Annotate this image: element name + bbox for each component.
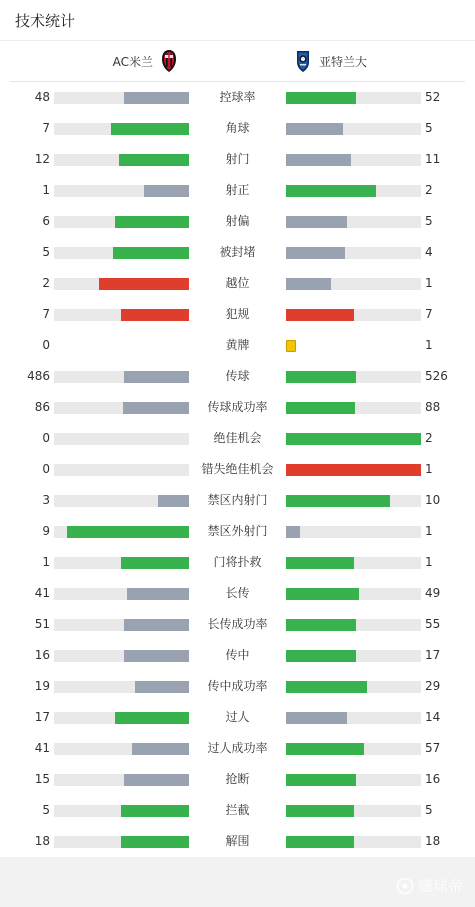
stat-label: 门将扑救 [213, 555, 262, 569]
away-bar-fill [286, 588, 359, 600]
stat-label: 越位 [225, 276, 250, 290]
home-bar-track [54, 774, 189, 786]
away-bar-fill [286, 619, 356, 631]
stat-label: 拦截 [225, 803, 250, 817]
home-bar-fill [124, 92, 189, 104]
home-bar-track [54, 402, 189, 414]
stat-row [0, 702, 475, 733]
away-bar-fill [286, 464, 421, 476]
home-bar-fill [158, 495, 189, 507]
home-bar-fill [127, 588, 189, 600]
home-bar-fill [121, 836, 189, 848]
stat-row [0, 361, 475, 392]
home-bar-track [54, 185, 189, 197]
home-value: 1 [42, 183, 50, 197]
away-value: 4 [425, 245, 433, 259]
home-bar-fill [115, 712, 189, 724]
stat-row [0, 299, 475, 330]
away-value: 55 [425, 617, 441, 631]
home-bar-track [54, 681, 189, 693]
away-bar-track [286, 588, 421, 600]
stat-row [0, 485, 475, 516]
away-bar-fill [286, 743, 364, 755]
home-bar-track [54, 836, 189, 848]
home-value: 486 [27, 369, 50, 383]
home-bar-track [54, 526, 189, 538]
away-bar-fill [286, 371, 356, 383]
page-title: 技术统计 [15, 11, 76, 30]
away-bar-track [286, 526, 421, 538]
away-bar-fill [286, 433, 421, 445]
away-bar-track [286, 185, 421, 197]
home-value: 5 [42, 803, 50, 817]
home-value: 16 [34, 648, 50, 662]
away-bar-track [286, 402, 421, 414]
home-bar-fill [123, 402, 189, 414]
stat-label: 黄牌 [225, 338, 250, 352]
home-bar-fill [121, 309, 189, 321]
stat-label: 传球 [225, 369, 250, 383]
away-value: 11 [425, 152, 441, 166]
away-bar-fill [286, 650, 356, 662]
stats-list [0, 82, 475, 857]
stat-row [0, 733, 475, 764]
away-bar-track [286, 774, 421, 786]
away-bar-fill [286, 495, 390, 507]
home-bar-fill [132, 743, 189, 755]
away-bar-fill [286, 309, 354, 321]
away-value: 17 [425, 648, 441, 662]
away-value: 10 [425, 493, 441, 507]
stat-row [0, 640, 475, 671]
home-value: 41 [34, 586, 50, 600]
stat-label: 禁区内射门 [207, 493, 268, 507]
home-bar-track [54, 650, 189, 662]
home-bar-track [54, 309, 189, 321]
teams-bar [10, 41, 465, 82]
away-value: 526 [425, 369, 448, 383]
home-bar-fill [119, 154, 189, 166]
stat-row [0, 578, 475, 609]
home-bar-track [54, 433, 189, 445]
away-value: 7 [425, 307, 433, 321]
stat-label: 角球 [225, 121, 250, 135]
stat-row [0, 175, 475, 206]
away-bar-fill [286, 681, 367, 693]
away-value: 1 [425, 462, 433, 476]
stat-row [0, 609, 475, 640]
away-bar-track [286, 433, 421, 445]
away-team[interactable] [295, 41, 367, 81]
home-value: 48 [34, 90, 50, 104]
stat-label: 射正 [225, 183, 250, 197]
away-bar-track [286, 278, 421, 290]
stat-label: 绝佳机会 [213, 431, 262, 445]
away-value: 2 [425, 431, 433, 445]
stat-label: 传中 [225, 648, 250, 662]
home-value: 51 [34, 617, 50, 631]
stat-row [0, 144, 475, 175]
stat-label: 控球率 [219, 90, 256, 104]
home-bar-fill [67, 526, 189, 538]
watermark-text: 懂球帝 [417, 877, 463, 895]
stat-row [0, 82, 475, 113]
away-bar-fill [286, 836, 354, 848]
home-value: 15 [34, 772, 50, 786]
home-value: 0 [42, 338, 50, 352]
watermark [396, 875, 463, 896]
stat-row [0, 671, 475, 702]
home-value: 5 [42, 245, 50, 259]
stat-row [0, 826, 475, 857]
away-bar-fill [286, 247, 345, 259]
away-value: 29 [425, 679, 441, 693]
home-bar-track [54, 278, 189, 290]
ac-milan-crest-icon [161, 49, 177, 73]
home-bar-fill [124, 619, 189, 631]
stat-label: 解围 [225, 834, 250, 848]
home-value: 7 [42, 307, 50, 321]
away-team-name: 亚特兰大 [319, 54, 368, 69]
stat-label: 射门 [225, 152, 250, 166]
home-bar-fill [124, 650, 189, 662]
stat-label: 抢断 [225, 772, 250, 786]
home-bar-track [54, 92, 189, 104]
home-bar-track [54, 619, 189, 631]
home-bar-track [54, 371, 189, 383]
home-bar-fill [121, 557, 189, 569]
away-bar-track [286, 216, 421, 228]
away-bar-track [286, 309, 421, 321]
home-value: 0 [42, 462, 50, 476]
stat-label: 过人成功率 [207, 741, 268, 755]
away-value: 57 [425, 741, 441, 755]
home-bar-fill [111, 123, 189, 135]
away-bar-fill [286, 123, 343, 135]
stat-row [0, 392, 475, 423]
home-bar-track [54, 712, 189, 724]
away-value: 52 [425, 90, 441, 104]
home-bar-track [54, 216, 189, 228]
home-value: 9 [42, 524, 50, 538]
stat-row [0, 547, 475, 578]
stat-label: 错失绝佳机会 [201, 462, 274, 476]
away-bar-fill [286, 712, 347, 724]
home-bar-track [54, 154, 189, 166]
yellow-card-icon [286, 340, 296, 352]
away-bar-track [286, 464, 421, 476]
away-value: 1 [425, 276, 433, 290]
home-bar-fill [144, 185, 189, 197]
away-bar-fill [286, 557, 354, 569]
stat-row [0, 206, 475, 237]
home-bar-track [54, 464, 189, 476]
home-value: 7 [42, 121, 50, 135]
home-team-name: AC米兰 [112, 54, 153, 69]
stat-label: 射偏 [225, 214, 250, 228]
stat-label: 长传成功率 [207, 617, 268, 631]
stat-row [0, 113, 475, 144]
footer [0, 857, 475, 907]
away-value: 49 [425, 586, 441, 600]
home-team[interactable] [113, 41, 177, 81]
home-bar-fill [135, 681, 189, 693]
stat-row [0, 237, 475, 268]
stat-row [0, 795, 475, 826]
away-value: 5 [425, 803, 433, 817]
home-bar-track [54, 557, 189, 569]
away-bar-fill [286, 774, 356, 786]
away-value: 18 [425, 834, 441, 848]
home-value: 41 [34, 741, 50, 755]
away-bar-fill [286, 216, 347, 228]
stat-row [0, 423, 475, 454]
home-bar-track [54, 247, 189, 259]
stat-label: 被封堵 [219, 245, 256, 259]
stat-row [0, 764, 475, 795]
home-value: 3 [42, 493, 50, 507]
stat-row [0, 268, 475, 299]
away-bar-fill [286, 278, 331, 290]
home-value: 2 [42, 276, 50, 290]
home-bar-fill [99, 278, 189, 290]
away-value: 1 [425, 524, 433, 538]
home-value: 19 [34, 679, 50, 693]
stat-label: 传球成功率 [207, 400, 268, 414]
away-value: 1 [425, 555, 433, 569]
home-value: 0 [42, 431, 50, 445]
away-value: 5 [425, 121, 433, 135]
home-bar-fill [121, 805, 189, 817]
away-bar-fill [286, 154, 351, 166]
home-value: 18 [34, 834, 50, 848]
away-value: 2 [425, 183, 433, 197]
away-bar-track [286, 371, 421, 383]
away-bar-fill [286, 92, 356, 104]
home-value: 17 [34, 710, 50, 724]
home-bar-fill [124, 774, 189, 786]
home-value: 86 [34, 400, 50, 414]
away-bar-track [286, 805, 421, 817]
away-bar-track [286, 92, 421, 104]
stats-header [0, 0, 475, 41]
away-bar-track [286, 836, 421, 848]
home-bar-track [54, 588, 189, 600]
away-value: 1 [425, 338, 433, 352]
stat-label: 犯规 [225, 307, 250, 321]
away-value: 14 [425, 710, 441, 724]
away-bar-track [286, 123, 421, 135]
stat-row [0, 516, 475, 547]
away-bar-track [286, 743, 421, 755]
away-bar-track [286, 495, 421, 507]
away-value: 88 [425, 400, 441, 414]
away-bar-fill [286, 805, 354, 817]
away-bar-track [286, 247, 421, 259]
away-bar-track [286, 154, 421, 166]
home-bar-fill [124, 371, 189, 383]
home-bar-track [54, 123, 189, 135]
away-bar-track [286, 557, 421, 569]
away-value: 16 [425, 772, 441, 786]
away-bar-fill [286, 526, 300, 538]
dongqiudi-logo-icon [396, 877, 414, 895]
home-bar-track [54, 805, 189, 817]
stat-row [0, 454, 475, 485]
stat-label: 过人 [225, 710, 250, 724]
away-bar-track [286, 712, 421, 724]
home-value: 6 [42, 214, 50, 228]
away-bar-track [286, 681, 421, 693]
stat-label: 长传 [225, 586, 250, 600]
home-bar-track [54, 495, 189, 507]
home-bar-track [54, 743, 189, 755]
stat-label: 传中成功率 [207, 679, 268, 693]
stat-row [0, 330, 475, 361]
away-bar-fill [286, 185, 376, 197]
stat-label: 禁区外射门 [207, 524, 268, 538]
home-bar-fill [115, 216, 189, 228]
away-bar-track [286, 650, 421, 662]
home-value: 1 [42, 555, 50, 569]
home-value: 12 [34, 152, 50, 166]
away-value: 5 [425, 214, 433, 228]
away-bar-track [286, 619, 421, 631]
atalanta-crest-icon [295, 49, 311, 73]
home-bar-fill [113, 247, 189, 259]
away-bar-fill [286, 402, 355, 414]
